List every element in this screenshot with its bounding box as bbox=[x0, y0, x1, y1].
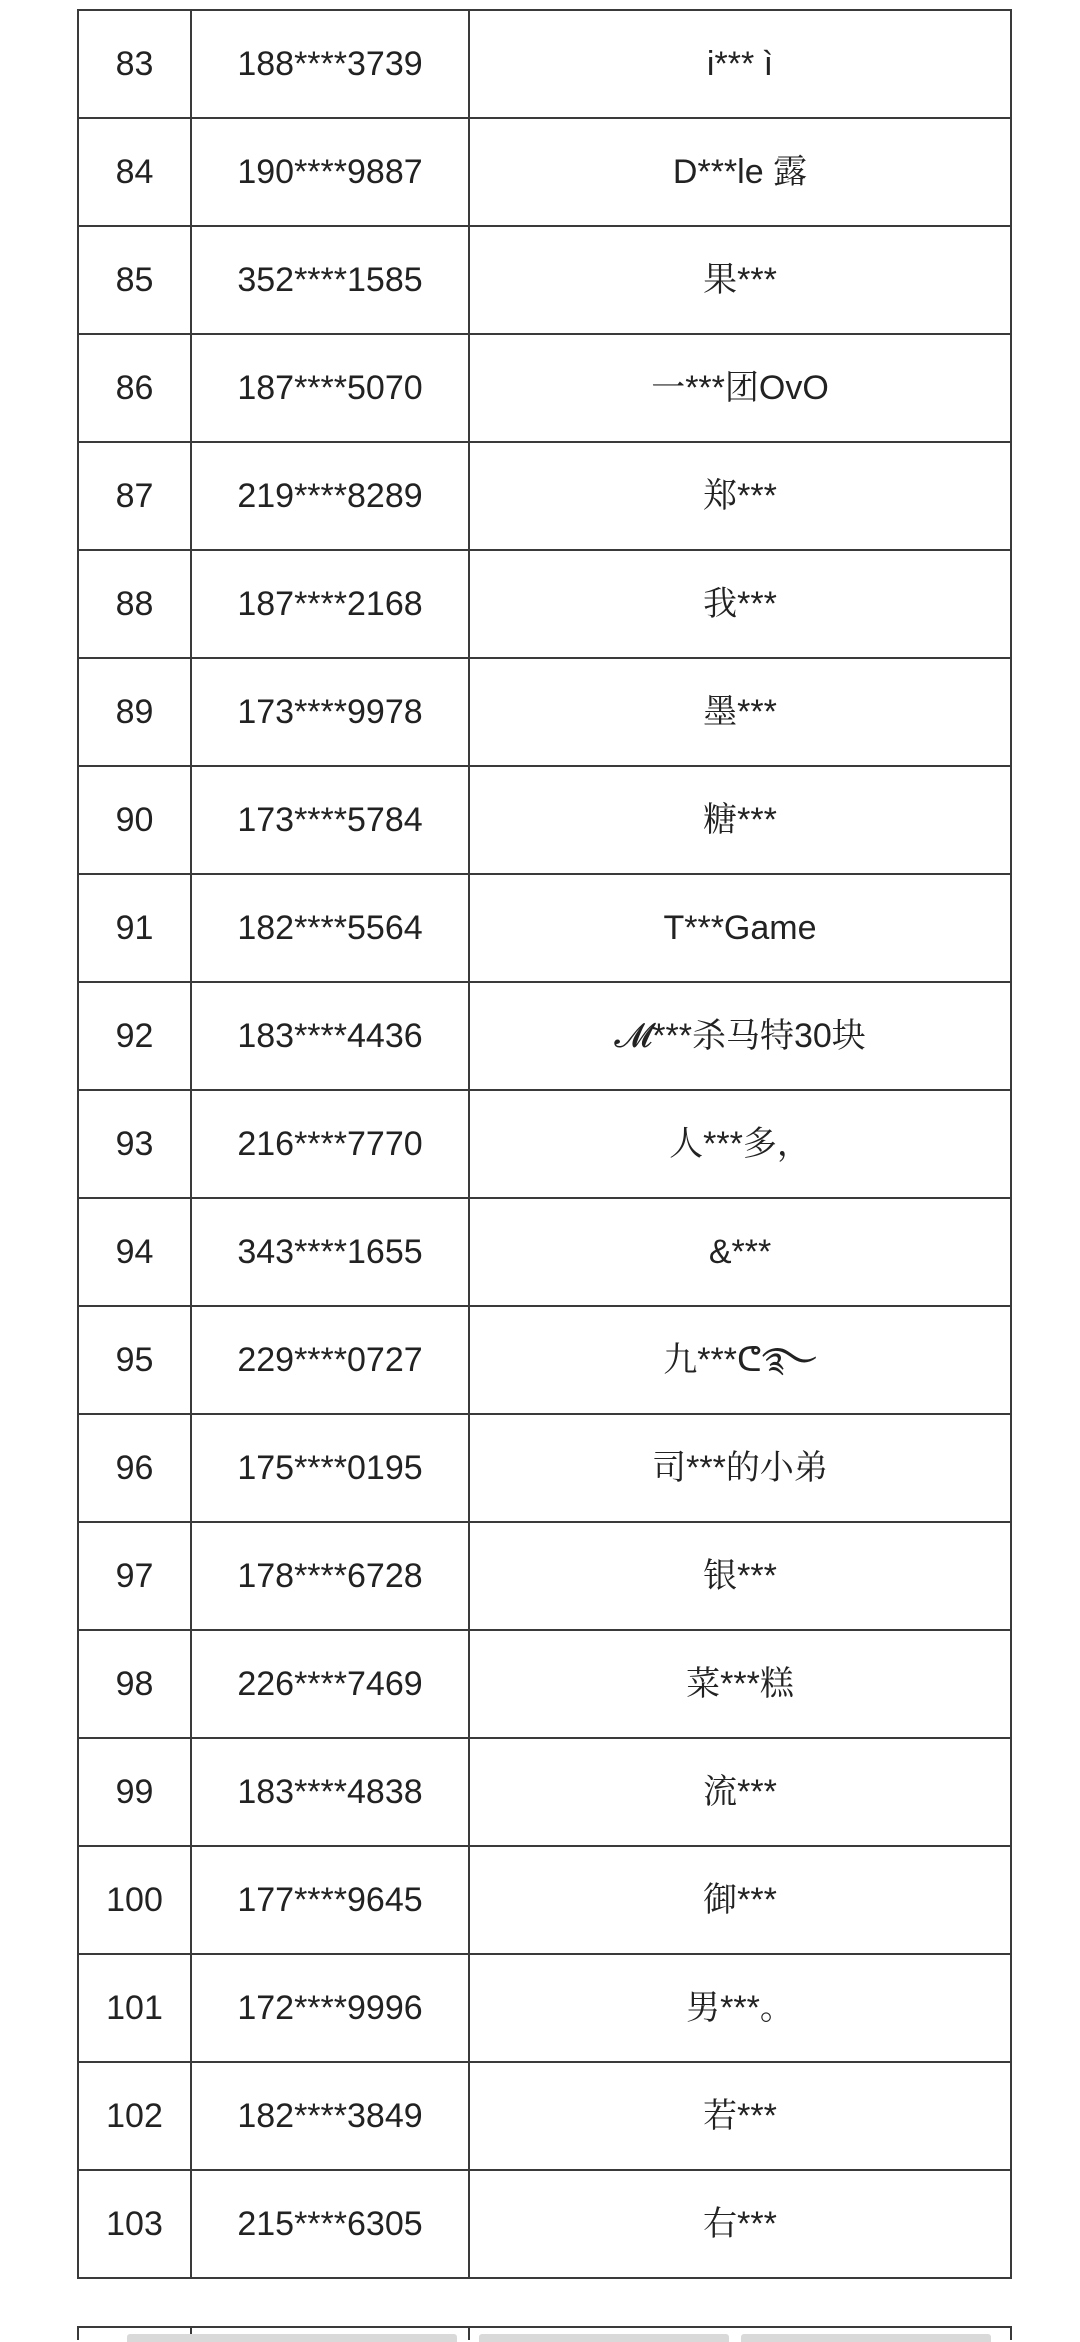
phone-cell: 175****0195 bbox=[191, 1414, 469, 1522]
column-divider bbox=[468, 2328, 470, 2340]
table-row bbox=[78, 658, 1011, 766]
rank-cell: 92 bbox=[78, 982, 191, 1090]
nickname-cell: 一***团OvO bbox=[469, 334, 1011, 442]
table-row bbox=[78, 550, 1011, 658]
phone-cell: 183****4436 bbox=[191, 982, 469, 1090]
nickname-cell: 人***多， bbox=[469, 1090, 1011, 1198]
phone-cell: 190****9887 bbox=[191, 118, 469, 226]
cropped-cell-shade bbox=[127, 2334, 457, 2342]
phone-cell: 187****5070 bbox=[191, 334, 469, 442]
rank-cell: 86 bbox=[78, 334, 191, 442]
nickname-cell: 右*** bbox=[469, 2170, 1011, 2278]
cropped-cell-shade bbox=[479, 2334, 729, 2342]
rank-cell: 89 bbox=[78, 658, 191, 766]
nickname-cell: 墨*** bbox=[469, 658, 1011, 766]
phone-cell: 183****4838 bbox=[191, 1738, 469, 1846]
phone-cell: 215****6305 bbox=[191, 2170, 469, 2278]
nickname-cell: 郑*** bbox=[469, 442, 1011, 550]
nickname-cell: &*** bbox=[469, 1198, 1011, 1306]
table-row bbox=[78, 1522, 1011, 1630]
nickname-cell: 𝓜***杀马特30块 bbox=[469, 982, 1011, 1090]
phone-cell: 187****2168 bbox=[191, 550, 469, 658]
table-row bbox=[78, 1738, 1011, 1846]
table-row bbox=[78, 2170, 1011, 2278]
nickname-cell: 九***ᕦ࿐ bbox=[469, 1306, 1011, 1414]
nickname-cell: 糖*** bbox=[469, 766, 1011, 874]
nickname-cell: 男***。 bbox=[469, 1954, 1011, 2062]
nickname-cell: 果*** bbox=[469, 226, 1011, 334]
table-row bbox=[78, 118, 1011, 226]
rank-cell: 103 bbox=[78, 2170, 191, 2278]
table-row bbox=[78, 1954, 1011, 2062]
table-row bbox=[78, 982, 1011, 1090]
phone-cell: 182****5564 bbox=[191, 874, 469, 982]
rank-cell: 87 bbox=[78, 442, 191, 550]
rank-cell: 93 bbox=[78, 1090, 191, 1198]
rank-cell: 90 bbox=[78, 766, 191, 874]
rank-cell: 88 bbox=[78, 550, 191, 658]
rank-cell: 102 bbox=[78, 2062, 191, 2170]
rank-cell: 98 bbox=[78, 1630, 191, 1738]
table-row bbox=[78, 874, 1011, 982]
rank-cell: 99 bbox=[78, 1738, 191, 1846]
table-row bbox=[78, 1846, 1011, 1954]
winners-table-body bbox=[78, 10, 1011, 2278]
phone-cell: 226****7469 bbox=[191, 1630, 469, 1738]
table-row bbox=[78, 1198, 1011, 1306]
rank-cell: 83 bbox=[78, 10, 191, 118]
table-row bbox=[78, 1414, 1011, 1522]
rank-cell: 91 bbox=[78, 874, 191, 982]
nickname-cell: 我*** bbox=[469, 550, 1011, 658]
phone-cell: 172****9996 bbox=[191, 1954, 469, 2062]
cropped-cell-shade bbox=[741, 2334, 991, 2342]
rank-cell: 96 bbox=[78, 1414, 191, 1522]
phone-cell: 178****6728 bbox=[191, 1522, 469, 1630]
rank-cell: 101 bbox=[78, 1954, 191, 2062]
partial-next-row bbox=[77, 2326, 1012, 2340]
table-row bbox=[78, 2062, 1011, 2170]
winners-table bbox=[77, 9, 1012, 2279]
phone-cell: 219****8289 bbox=[191, 442, 469, 550]
phone-cell: 352****1585 bbox=[191, 226, 469, 334]
nickname-cell: T***Game bbox=[469, 874, 1011, 982]
nickname-cell: 司***的小弟 bbox=[469, 1414, 1011, 1522]
table-row bbox=[78, 1306, 1011, 1414]
nickname-cell: 菜***糕 bbox=[469, 1630, 1011, 1738]
phone-cell: 229****0727 bbox=[191, 1306, 469, 1414]
phone-cell: 188****3739 bbox=[191, 10, 469, 118]
phone-cell: 216****7770 bbox=[191, 1090, 469, 1198]
rank-cell: 95 bbox=[78, 1306, 191, 1414]
phone-cell: 173****9978 bbox=[191, 658, 469, 766]
table-row bbox=[78, 1090, 1011, 1198]
rank-cell: 85 bbox=[78, 226, 191, 334]
phone-cell: 177****9645 bbox=[191, 1846, 469, 1954]
nickname-cell: D***le 露 bbox=[469, 118, 1011, 226]
phone-cell: 343****1655 bbox=[191, 1198, 469, 1306]
rank-cell: 100 bbox=[78, 1846, 191, 1954]
nickname-cell: i*** ì bbox=[469, 10, 1011, 118]
table-row bbox=[78, 10, 1011, 118]
table-row bbox=[78, 1630, 1011, 1738]
table-row bbox=[78, 442, 1011, 550]
nickname-cell: 御*** bbox=[469, 1846, 1011, 1954]
rank-cell: 84 bbox=[78, 118, 191, 226]
rank-cell: 94 bbox=[78, 1198, 191, 1306]
phone-cell: 182****3849 bbox=[191, 2062, 469, 2170]
nickname-cell: 若*** bbox=[469, 2062, 1011, 2170]
phone-cell: 173****5784 bbox=[191, 766, 469, 874]
table-row bbox=[78, 226, 1011, 334]
table-row bbox=[78, 766, 1011, 874]
rank-cell: 97 bbox=[78, 1522, 191, 1630]
table-row bbox=[78, 334, 1011, 442]
nickname-cell: 流*** bbox=[469, 1738, 1011, 1846]
nickname-cell: 银*** bbox=[469, 1522, 1011, 1630]
